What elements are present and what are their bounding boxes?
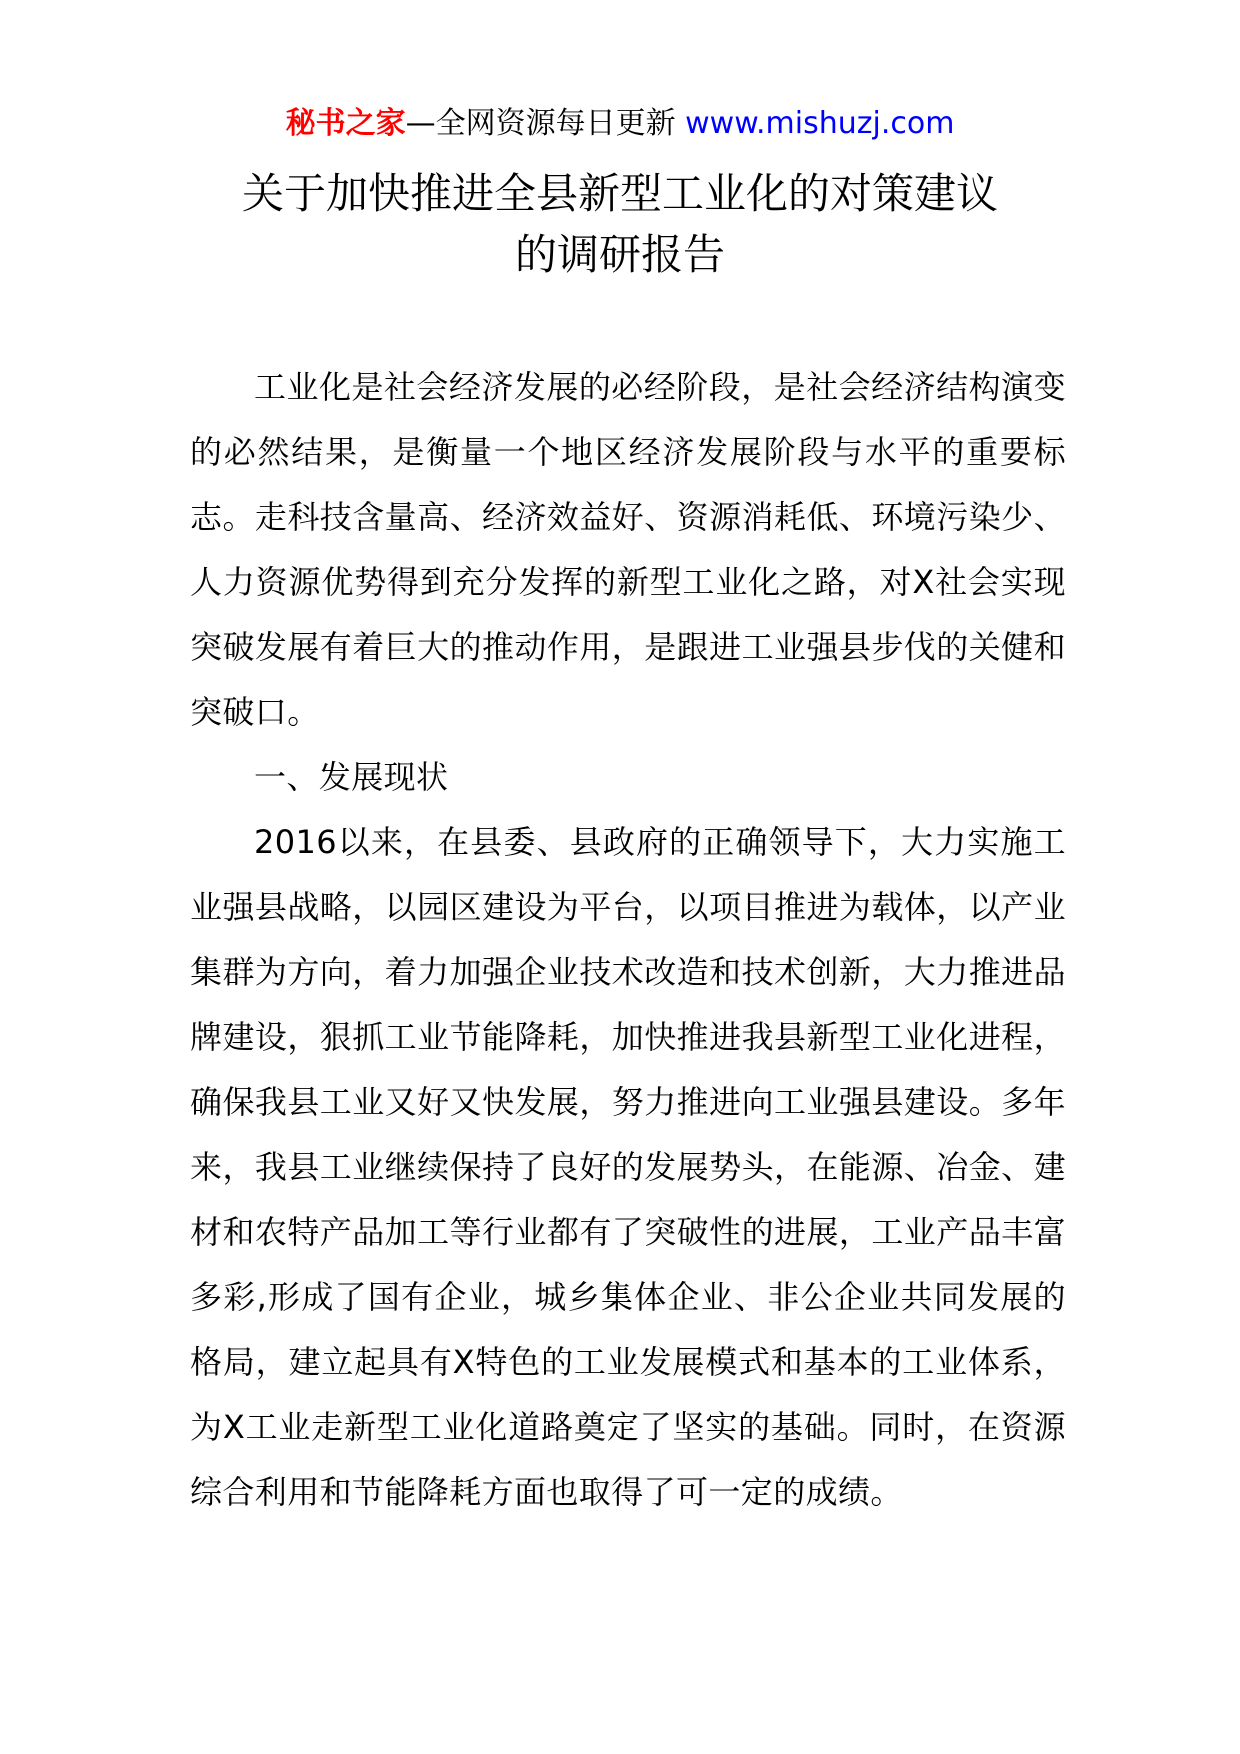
- paragraph-intro: 工业化是社会经济发展的必经阶段，是社会经济结构演变的必然结果，是衡量一个地区经济发展阶段与水平的重要标志。走科技含量高、经济效益好、资源消耗低、环境污染少、人力资源优势得到充分发挥的新型工业化之路，对X社会实现突破发展有着巨大的推动作用，是跟进工业强县步伐的关健和突破口。: [190, 368, 1066, 731]
- document-body: [190, 355, 1066, 1525]
- header-site-link[interactable]: www.mishuzj.com: [685, 106, 955, 141]
- title-line-2: 的调研报告: [514, 230, 725, 279]
- document-title: [0, 163, 1240, 285]
- header-brand: 秘书之家: [285, 106, 406, 141]
- section-heading-status: 一、发展现状: [254, 758, 449, 796]
- page-header: [0, 102, 1240, 146]
- paragraph-status: 2016以来，在县委、县政府的正确领导下，大力实施工业强县战略，以园区建设为平台，以项目推进为载体，以产业集群为方向，着力加强企业技术改造和技术创新，大力推进品牌建设，狠抓工业节能降耗，加快推进我县新型工业化进程，确保我县工业又好又快发展，努力推进向工业强县建设。多年来，我县工业继续保持了良好的发展势头，在能源、冶金、建材和农特产品加工等行业都有了突破性的进展，工业产品丰富多彩,形成了国有企业，城乡集体企业、非公企业共同发展的格局，建立起具有X特色的工业发展模式和基本的工业体系，为X工业走新型工业化道路奠定了坚实的基础。同时，在资源综合利用和节能降耗方面也取得了可一定的成绩。: [190, 823, 1066, 1511]
- title-line-1: 关于加快推进全县新型工业化的对策建议: [241, 169, 998, 218]
- header-slogan: —全网资源每日更新: [405, 106, 676, 141]
